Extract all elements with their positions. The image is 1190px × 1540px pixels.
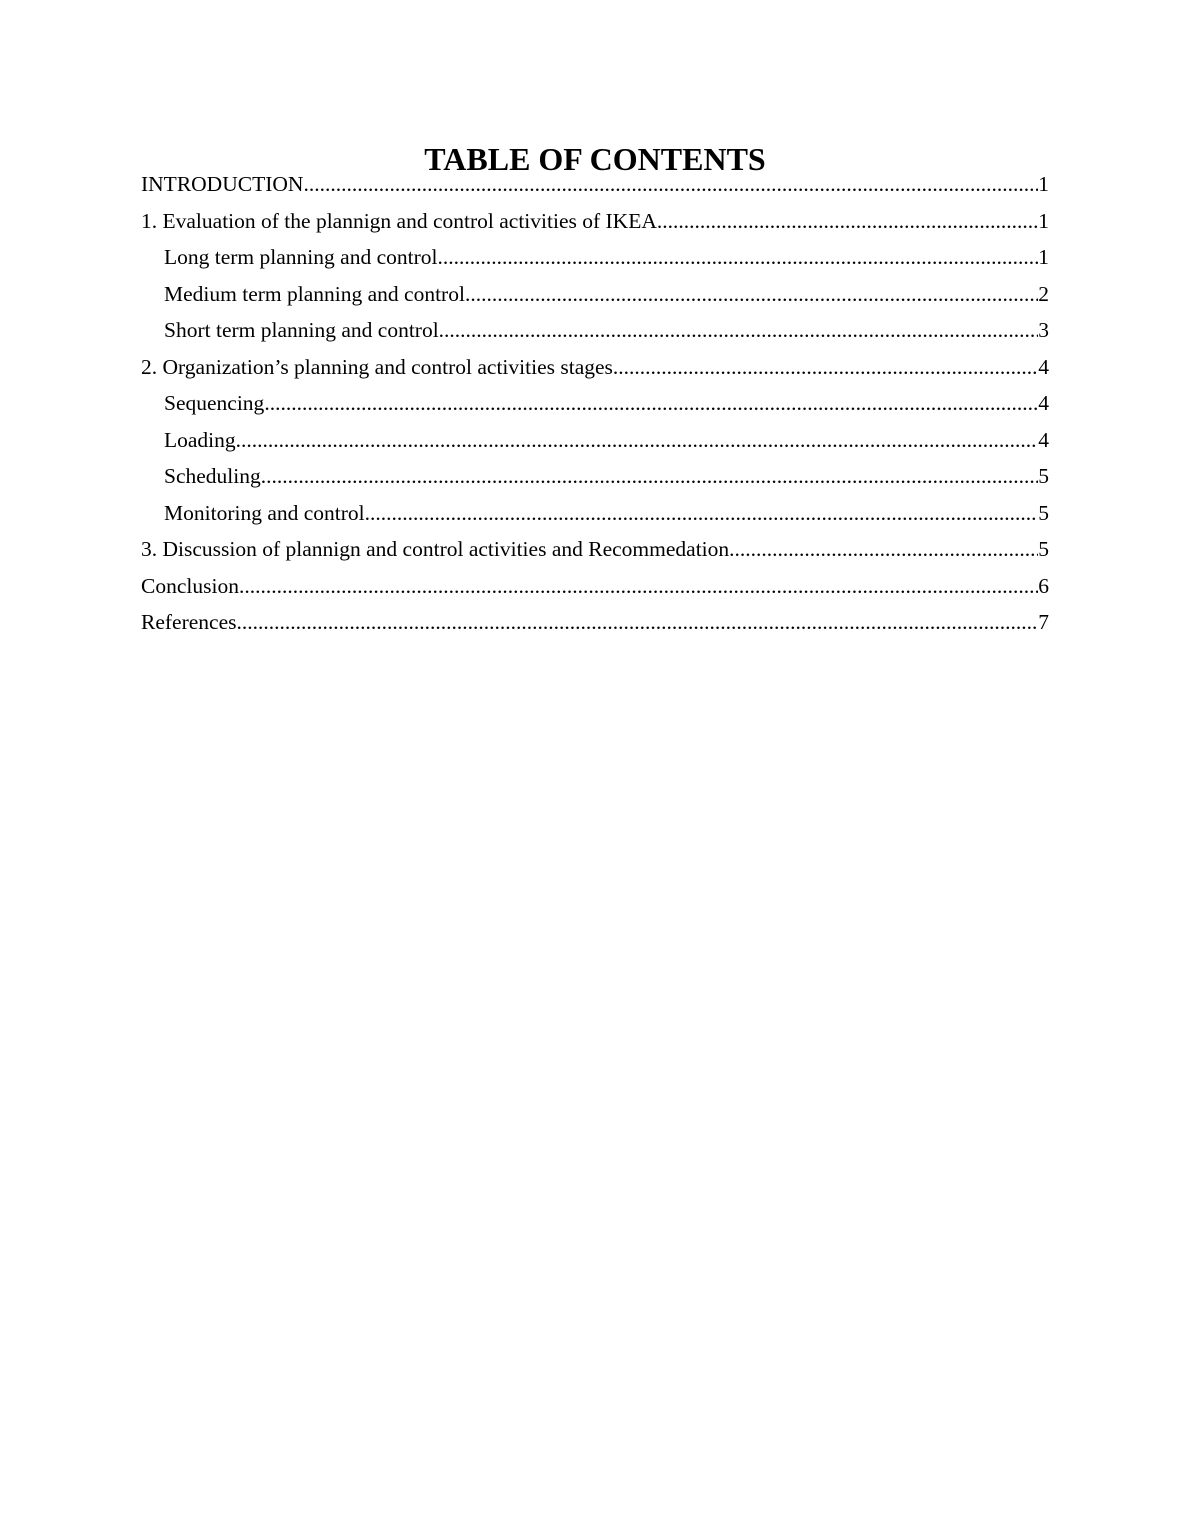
toc-entry-organization-stages[interactable] — [141, 355, 1049, 392]
toc-page-number: 5 — [1038, 537, 1049, 561]
dot-leader — [365, 501, 1039, 525]
dot-leader — [729, 537, 1038, 561]
toc-page-number: 1 — [1038, 208, 1049, 233]
toc-entry-introduction[interactable] — [141, 172, 1049, 209]
toc-title: TABLE OF CONTENTS — [424, 141, 766, 177]
dot-leader — [437, 245, 1038, 269]
toc-page-number: 4 — [1038, 427, 1049, 452]
toc-entry-loading[interactable] — [141, 428, 1049, 465]
toc-page-number: 2 — [1038, 281, 1049, 306]
toc-entry-text: Loading — [164, 427, 236, 452]
toc-entry-text: Monitoring and control — [164, 500, 365, 525]
toc-entry-text: Medium term planning and control — [164, 281, 465, 306]
dot-leader — [657, 209, 1038, 233]
toc-entry-text: Sequencing — [164, 391, 265, 415]
toc-entry-text: INTRODUCTION — [141, 172, 304, 196]
dot-leader — [261, 464, 1039, 488]
toc-page-number: 4 — [1038, 391, 1049, 415]
toc-entry-medium-term[interactable] — [141, 282, 1049, 319]
toc-list — [141, 172, 1049, 647]
toc-entry-long-term[interactable] — [141, 245, 1049, 282]
toc-entry-text: Conclusion — [141, 573, 239, 598]
toc-entry-references[interactable] — [141, 610, 1049, 647]
toc-entry-discussion[interactable] — [141, 537, 1049, 574]
toc-entry-text: 2. Organization’s planning and control activities stages — [141, 354, 613, 379]
toc-page-number: 1 — [1038, 245, 1049, 269]
toc-entry-sequencing[interactable] — [141, 391, 1049, 428]
toc-entry-evaluation[interactable] — [141, 209, 1049, 246]
dot-leader — [613, 355, 1038, 379]
dot-leader — [303, 172, 1038, 196]
toc-page-number: 6 — [1038, 573, 1049, 598]
toc-entry-monitoring[interactable] — [141, 501, 1049, 538]
toc-entry-text: Short term planning and control — [164, 318, 439, 342]
toc-entry-text: Long term planning and control — [164, 245, 438, 269]
toc-page-number: 7 — [1038, 610, 1049, 634]
toc-page-number: 5 — [1038, 500, 1049, 525]
toc-entry-text: References — [141, 610, 237, 634]
toc-page-number: 5 — [1038, 464, 1049, 488]
dot-leader — [236, 428, 1039, 452]
dot-leader — [237, 610, 1039, 634]
toc-page-number: 4 — [1038, 354, 1049, 379]
dot-leader — [264, 391, 1038, 415]
toc-entry-scheduling[interactable] — [141, 464, 1049, 501]
toc-page-number: 3 — [1038, 318, 1049, 342]
dot-leader — [465, 282, 1038, 306]
toc-entry-text: Scheduling — [164, 464, 261, 488]
toc-page-number: 1 — [1038, 172, 1049, 196]
toc-entry-text: 1. Evaluation of the plannign and control activities of IKEA — [141, 208, 657, 233]
dot-leader — [439, 318, 1039, 342]
dot-leader — [239, 574, 1038, 598]
toc-entry-text: 3. Discussion of plannign and control activities and Recommedation — [141, 537, 730, 561]
toc-entry-short-term[interactable] — [141, 318, 1049, 355]
table-of-contents — [141, 140, 1049, 647]
toc-entry-conclusion[interactable] — [141, 574, 1049, 611]
